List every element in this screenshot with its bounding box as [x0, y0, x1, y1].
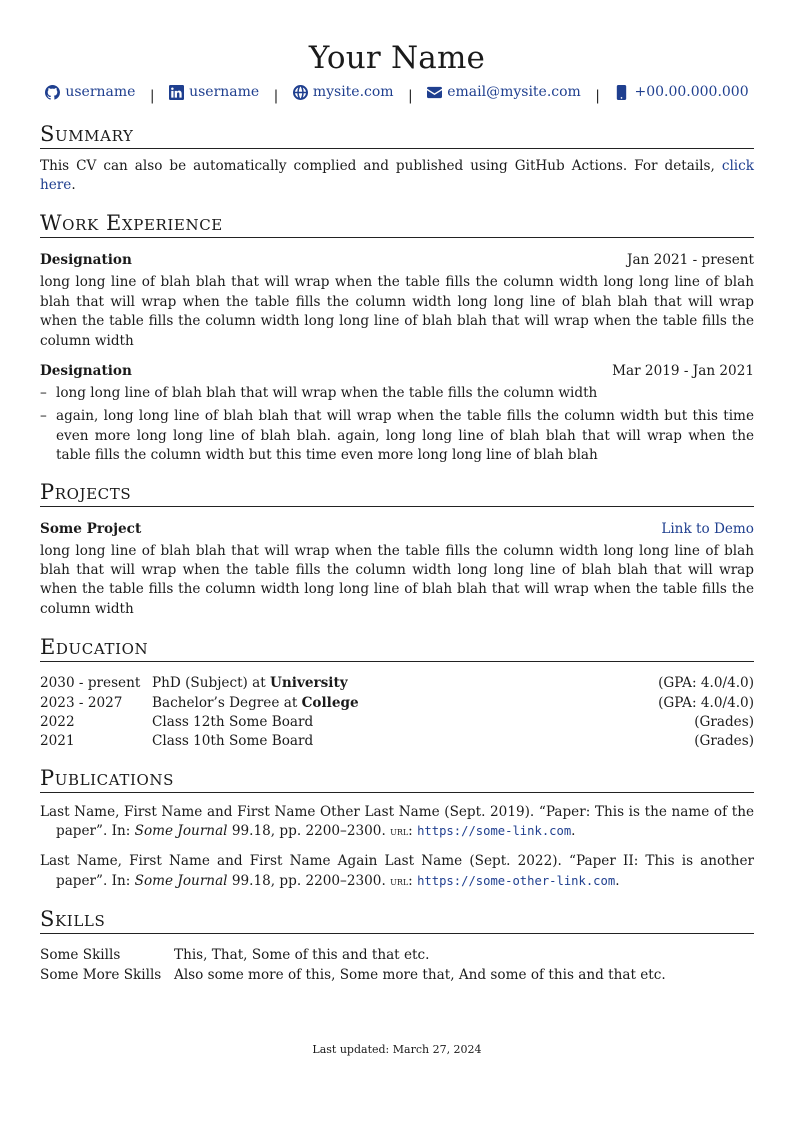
skills-table	[40, 946, 666, 985]
section-title-summary: Summary	[40, 120, 754, 149]
last-updated: Last updated: March 27, 2024	[312, 1043, 482, 1056]
demo-link[interactable]: Link to Demo	[661, 520, 754, 537]
section-title-work-experience: Work Experience	[40, 209, 754, 238]
contact-separator: |	[273, 87, 279, 104]
summary-body: This CV can also be automatically complied and published using GitHub Actions. For details,	[40, 157, 722, 174]
education-years: 2022	[40, 714, 75, 730]
url-label: url	[390, 873, 409, 888]
project-description: long long line of blah blah that will wrap when the table fills the column width long long line of blah blah that will wrap when the table fills the column width long long line of blah blah that will wrap when the table fills the column width long long line of blah blah that will wrap when the table fills the column width	[40, 542, 754, 617]
education-section	[40, 633, 754, 752]
contact-separator: |	[408, 87, 413, 104]
summary-text	[40, 157, 754, 196]
publication-entry: Last Name, First Name and First Name Other Last Name (Sept. 2019). “Paper: This is the name of the paper”. In: Some Journal 99.18, pp. 2200–2300. url: https://some-link.com.	[40, 803, 754, 840]
section-title-skills: Skills	[40, 905, 754, 934]
envelope-icon	[427, 85, 442, 100]
skills-section	[40, 905, 754, 985]
degree-text: PhD (Subject) at	[152, 675, 271, 692]
education-degree: Class 10th Some Board	[152, 733, 314, 750]
publication-details: 99.18, pp. 2200–2300.	[227, 872, 391, 889]
job-description: long long line of blah blah that will wrap when the table fills the column width long long line of blah blah that will wrap when the table fills the column width long long line of blah blah that will wrap when the table fills the column width long long line of blah blah that will wrap when the table fills the column width	[40, 274, 754, 349]
education-row	[40, 732, 754, 751]
phone-number: +00.00.000.000	[634, 84, 749, 100]
github-icon	[45, 85, 60, 100]
publication-url[interactable]: https://some-link.com	[417, 824, 572, 839]
skills-list: This, That, Some of this and that etc.	[174, 947, 430, 964]
skills-list: Also some more of this, Some more that, And some of this and that etc.	[174, 966, 666, 983]
url-label: url	[390, 824, 409, 839]
publications-section	[40, 764, 754, 891]
job-designation: Designation	[40, 252, 132, 269]
education-degree	[152, 694, 563, 713]
phone-icon	[614, 85, 629, 100]
publication-citation: Last Name, First Name and First Name Other Last Name (Sept. 2019). “Paper: This is the name of the paper”. In:	[40, 803, 754, 840]
contact-bar	[40, 82, 754, 106]
education-grade: (Grades)	[694, 733, 754, 750]
phone-link[interactable]	[614, 82, 748, 102]
education-table	[40, 674, 754, 752]
education-years: 2030 - present	[40, 675, 141, 692]
school-name: College	[301, 694, 359, 711]
cv-name: Your Name	[308, 40, 486, 76]
linkedin-icon	[169, 85, 184, 100]
job-header	[40, 250, 754, 270]
job-entry	[40, 361, 754, 466]
summary-section	[40, 120, 754, 196]
job-header	[40, 361, 754, 381]
email-link[interactable]	[427, 82, 581, 102]
website-link[interactable]	[293, 82, 394, 102]
contact-separator: |	[595, 87, 601, 104]
project-name: Some Project	[40, 520, 142, 537]
linkedin-username: username	[189, 84, 260, 100]
education-row	[40, 713, 754, 732]
job-dates: Mar 2019 - Jan 2021	[612, 362, 754, 379]
section-title-publications: Publications	[40, 764, 754, 793]
publication-url[interactable]: https://some-other-link.com	[417, 873, 616, 888]
website-url: mysite.com	[312, 84, 394, 100]
job-dates: Jan 2021 - present	[627, 252, 754, 269]
education-grade: (Grades)	[694, 714, 754, 730]
publication-citation: Last Name, First Name and First Name Again Last Name (Sept. 2022). “Paper II: This is another paper”. In:	[40, 853, 754, 889]
education-row	[40, 694, 754, 713]
skills-row	[40, 946, 666, 965]
education-degree	[152, 674, 563, 693]
details-link[interactable]: click here	[40, 157, 754, 193]
skills-row	[40, 966, 666, 985]
publication-entry: Last Name, First Name and First Name Again Last Name (Sept. 2022). “Paper II: This is another paper”. In: Some Journal 99.18, pp. 2200–2300. url: https://some-other-link.com.	[40, 853, 754, 889]
section-title-education: Education	[40, 633, 754, 662]
job-bullet: – again, long long line of blah blah that will wrap when the table fills the column width but this time even more long long line of blah blah. again, long long line of blah blah that will wrap when the table fills the column width but this time even more long long line of blah blah	[40, 407, 754, 465]
github-username: username	[65, 84, 136, 100]
publication-details: 99.18, pp. 2200–2300.	[227, 823, 391, 840]
education-grade: (GPA: 4.0/4.0)	[658, 675, 754, 692]
publication-end: .	[615, 872, 620, 889]
education-degree: Class 12th Some Board	[152, 714, 314, 730]
education-years: 2023 - 2027	[40, 694, 123, 711]
email-address: email@mysite.com	[447, 84, 581, 100]
skills-category: Some Skills	[40, 947, 121, 964]
publication-journal: Some Journal	[134, 872, 228, 889]
job-entry	[40, 250, 754, 351]
job-bullets	[40, 384, 754, 466]
project-header	[40, 519, 754, 539]
contact-separator: |	[149, 87, 155, 104]
summary-end: .	[71, 176, 76, 193]
skills-category: Some More Skills	[40, 966, 162, 983]
education-years: 2021	[40, 733, 75, 750]
publication-end: .	[571, 823, 576, 840]
job-designation: Designation	[40, 362, 132, 379]
school-name: University	[270, 675, 348, 692]
publication-journal: Some Journal	[134, 823, 228, 840]
job-bullet: – long long line of blah blah that will wrap when the table fills the column width	[40, 384, 754, 403]
project-entry	[40, 519, 754, 620]
globe-icon	[293, 85, 308, 100]
linkedin-link[interactable]	[169, 82, 259, 102]
section-title-projects: Projects	[40, 478, 754, 507]
projects-section	[40, 478, 754, 620]
education-grade: (GPA: 4.0/4.0)	[658, 694, 754, 711]
github-link[interactable]	[45, 82, 135, 102]
education-row	[40, 674, 754, 693]
degree-text: Bachelor’s Degree at	[152, 694, 302, 711]
work-section	[40, 209, 754, 465]
